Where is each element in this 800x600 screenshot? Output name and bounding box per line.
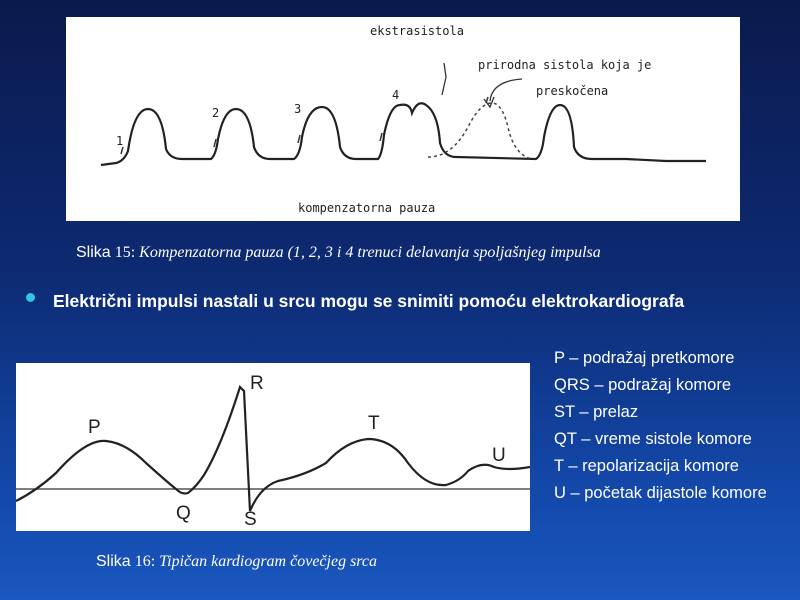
typical-ecg-figure: [16, 363, 530, 531]
ecg-label-r: R: [250, 373, 264, 394]
compensatory-pause-figure: [66, 17, 740, 221]
legend-item-qt: QT – vreme sistole komore: [554, 430, 752, 448]
legend-item-u: U – početak dijastole komore: [554, 484, 767, 502]
compensatory-pause-label: kompenzatorna pauza: [298, 201, 436, 215]
typical-ecg-trace: [16, 363, 530, 531]
natural-systole-label-line2: preskočena: [536, 84, 609, 98]
bullet-dot-icon: [26, 293, 35, 302]
ecg-label-q: Q: [176, 503, 191, 524]
legend-item-qrs: QRS – podražaj komore: [554, 376, 731, 394]
extrasystole-label: ekstrasistola: [370, 24, 464, 38]
impulse-label-3: 3: [294, 102, 302, 116]
ecg-waveform: [16, 387, 530, 511]
ecg-label-t: T: [368, 413, 380, 434]
impulse-label-2: 2: [212, 106, 220, 120]
figure1-caption-number: 15:: [110, 244, 140, 261]
skipped-systole-arrow: [490, 79, 522, 101]
figure1-caption-text: Kompenzatorna pauza (1, 2, 3 i 4 trenuci delavanja spoljašnjeg impulsa: [139, 244, 601, 261]
impulse-label-1: 1: [116, 134, 124, 148]
natural-systole-label-line1: prirodna sistola koja je: [478, 58, 652, 72]
ecg-trace-main: [101, 103, 706, 165]
bullet-point: [26, 288, 726, 314]
figure2-caption-lead: Slika: [96, 553, 131, 570]
bullet-text: Električni impulsi nastali u srcu mogu se snimiti pomoću elektrokardiografa: [53, 291, 685, 311]
ecg-label-s: S: [244, 509, 257, 530]
legend-item-p: P – podražaj pretkomore: [554, 349, 735, 367]
legend-item-st: ST – prelaz: [554, 403, 639, 421]
ecg-label-u: U: [492, 445, 506, 466]
compensatory-pause-trace: [66, 17, 740, 221]
figure1-caption: [76, 244, 601, 262]
ecg-label-p: P: [88, 417, 101, 438]
impulse-label-4: 4: [392, 88, 400, 102]
figure2-caption: [96, 553, 377, 571]
figure1-caption-lead: Slika: [76, 244, 111, 261]
legend-item-t: T – repolarizacija komore: [554, 457, 739, 475]
ecg-legend: [554, 347, 794, 509]
figure2-caption-number: 16:: [130, 553, 160, 570]
extrasystole-arrow: [442, 63, 446, 95]
figure2-caption-text: Tipičan kardiogram čovečjeg srca: [159, 553, 378, 570]
